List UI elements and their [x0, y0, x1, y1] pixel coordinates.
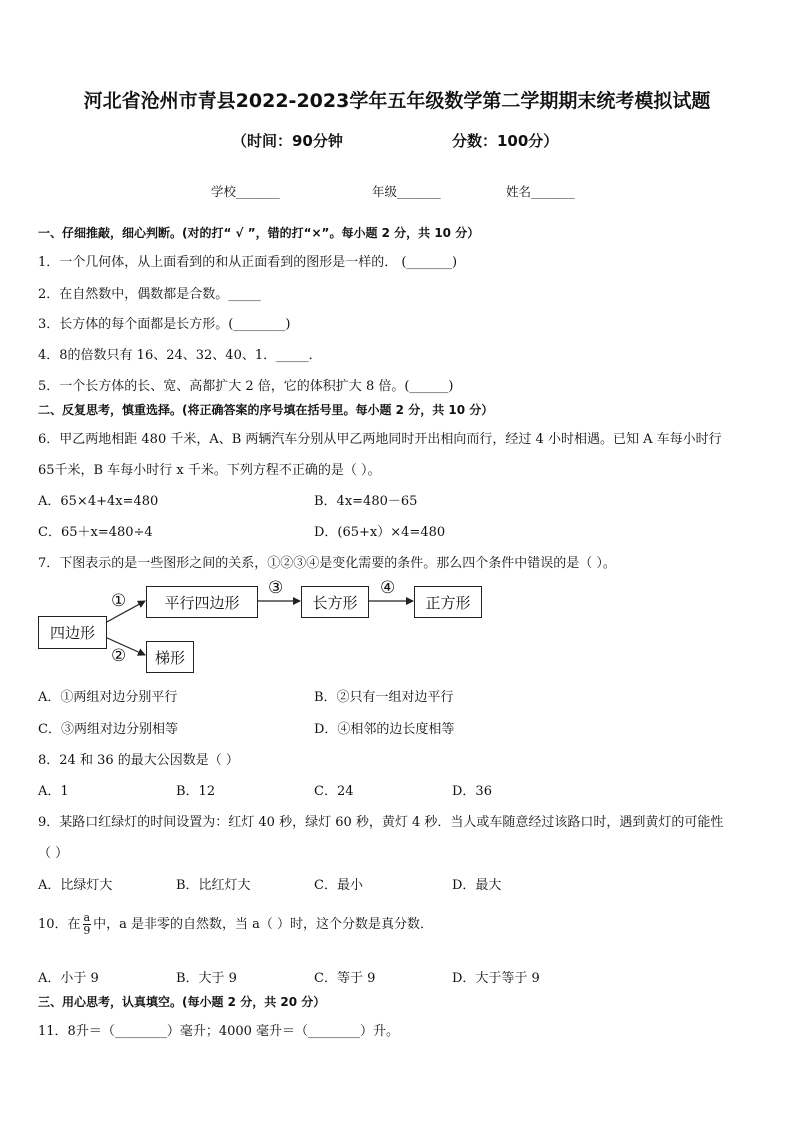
- question-1: 1．一个几何体，从上面看到的和从正面看到的图形是一样的． (_______): [38, 255, 458, 270]
- question-9-line1: 9．某路口红绿灯的时间设置为：红灯 40 秒，绿灯 60 秒，黄灯 4 秒．当人或车随意经过该路口时，遇到黄灯的可能性: [38, 815, 724, 830]
- q6-option-a: A．65×4+4x=480: [38, 494, 159, 509]
- q8-option-b: B．12: [176, 784, 216, 799]
- q10-suffix: 中，a 是非零的自然数，当 a（ ）时，这个分数是真分数．: [93, 917, 434, 932]
- q7-option-b: B．②只有一组对边平行: [314, 690, 454, 705]
- condition-4-label: ④: [380, 578, 396, 598]
- condition-3-label: ③: [268, 578, 284, 598]
- condition-1-label: ①: [111, 591, 127, 611]
- question-9-line2: （ ）: [38, 846, 69, 861]
- q10-option-d: D．大于等于 9: [452, 971, 540, 986]
- question-10: [38, 912, 433, 937]
- exam-time: （时间：90分钟: [232, 132, 343, 150]
- q6-option-b: B．4x=480－65: [314, 494, 418, 509]
- question-6-line1: 6．甲乙两地相距 480 千米，A、B 两辆汽车分别从甲乙两地同时开出相向而行，经过 4 小时相遇。已知 A 车每小时行: [38, 432, 722, 447]
- fraction-a-over-9: [83, 912, 92, 937]
- school-field: 学校_______: [211, 184, 280, 199]
- question-3: 3．长方体的每个面都是长方形。(________): [38, 317, 291, 332]
- q9-option-d: D．最大: [452, 878, 502, 893]
- q7-option-c: C．③两组对边分别相等: [38, 722, 178, 737]
- q7-option-a: A．①两组对边分别平行: [38, 690, 178, 705]
- question-8: 8．24 和 36 的最大公因数是（ ）: [38, 753, 239, 768]
- box-parallelogram: 平行四边形: [146, 586, 258, 618]
- exam-score: 分数：100分）: [452, 132, 559, 150]
- q9-option-b: B．比红灯大: [176, 878, 251, 893]
- section1-heading: 一、仔细推敲，细心判断。(对的打“ √ ”，错的打“×”。每小题 2 分，共 10 分）: [38, 226, 480, 240]
- condition-2-label: ②: [111, 646, 127, 666]
- name-field: 姓名_______: [506, 184, 575, 199]
- question-11: 11．8升＝（________）毫升；4000 毫升＝（________）升。: [38, 1024, 400, 1039]
- q8-option-c: C．24: [314, 784, 354, 799]
- question-6-line2: 65千米，B 车每小时行 x 千米。下列方程不正确的是（ ）。: [38, 463, 381, 478]
- q9-option-c: C．最小: [314, 878, 363, 893]
- q10-option-a: A．小于 9: [38, 971, 99, 986]
- grade-field: 年级_______: [372, 184, 441, 199]
- q8-option-a: A．1: [38, 784, 69, 799]
- question-5: 5．一个长方体的长、宽、高都扩大 2 倍，它的体积扩大 8 倍。(______): [38, 379, 454, 394]
- question-7: 7．下图表示的是一些图形之间的关系，①②③④是变化需要的条件。那么四个条件中错误的是（ ）。: [38, 556, 616, 571]
- q6-option-c: C．65＋x=480÷4: [38, 525, 153, 540]
- section2-heading: 二、反复思考，慎重选择。(将正确答案的序号填在括号里。每小题 2 分，共 10 分）: [38, 403, 494, 417]
- q6-option-d: D．(65+x）×4=480: [314, 525, 446, 540]
- box-quadrilateral: 四边形: [38, 616, 107, 649]
- q10-option-c: C．等于 9: [314, 971, 376, 986]
- section3-heading: 三、用心思考，认真填空。(每小题 2 分，共 20 分）: [38, 995, 326, 1009]
- question-4: 4．8的倍数只有 16、24、32、40、1．_____．: [38, 348, 322, 363]
- box-square: 正方形: [414, 586, 482, 618]
- q8-option-d: D．36: [452, 784, 492, 799]
- q9-option-a: A．比绿灯大: [38, 878, 113, 893]
- q7-option-d: D．④相邻的边长度相等: [314, 722, 455, 737]
- q10-option-b: B．大于 9: [176, 971, 237, 986]
- question-2: 2．在自然数中，偶数都是合数。_____: [38, 287, 261, 302]
- page-title: 河北省沧州市青县2022-2023学年五年级数学第二学期期末统考模拟试题: [83, 90, 711, 112]
- box-trapezoid: 梯形: [146, 641, 194, 673]
- box-rectangle: 长方形: [301, 586, 369, 618]
- fraction-numerator: a: [83, 911, 91, 924]
- fraction-denominator: 9: [83, 924, 91, 937]
- q10-prefix: 10．在: [38, 917, 81, 932]
